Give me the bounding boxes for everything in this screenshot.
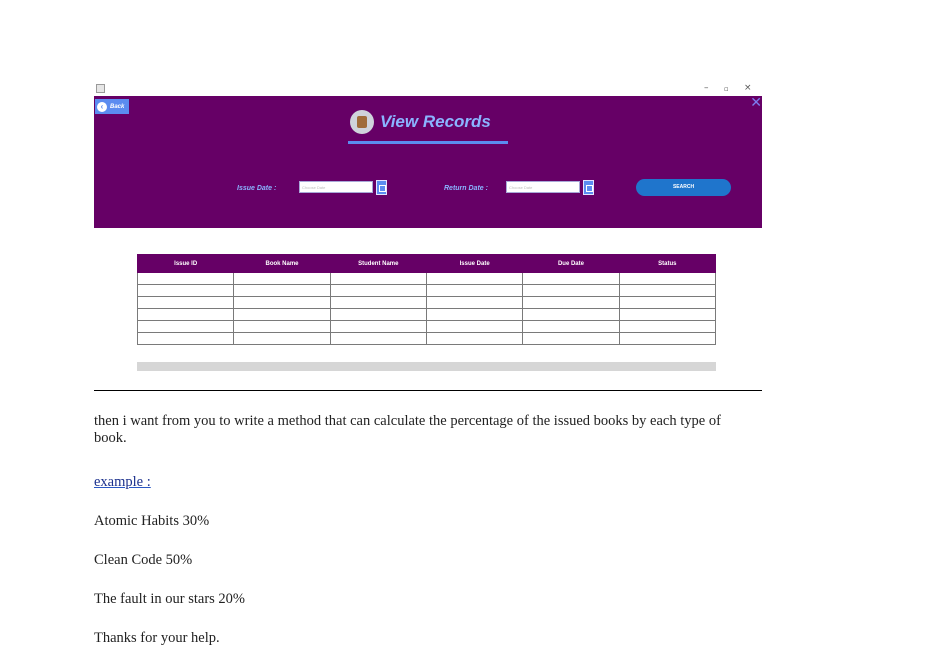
table-cell[interactable] bbox=[619, 297, 715, 309]
table-cell[interactable] bbox=[138, 285, 234, 297]
table-cell[interactable] bbox=[330, 309, 426, 321]
table-cell[interactable] bbox=[234, 309, 330, 321]
table-cell[interactable] bbox=[619, 285, 715, 297]
table-cell[interactable] bbox=[426, 297, 522, 309]
chevron-left-icon: ‹ bbox=[97, 102, 107, 112]
table-cell[interactable] bbox=[138, 333, 234, 345]
table-cell[interactable] bbox=[234, 273, 330, 285]
books-icon bbox=[350, 110, 374, 134]
table-cell[interactable] bbox=[138, 297, 234, 309]
table-cell[interactable] bbox=[523, 309, 619, 321]
search-button[interactable]: SEARCH bbox=[636, 179, 731, 196]
table-cell[interactable] bbox=[426, 321, 522, 333]
java-app-icon bbox=[96, 84, 105, 93]
table-cell[interactable] bbox=[619, 321, 715, 333]
divider bbox=[94, 390, 762, 391]
table-row[interactable] bbox=[138, 309, 716, 321]
table-cell[interactable] bbox=[330, 321, 426, 333]
table-cell[interactable] bbox=[523, 321, 619, 333]
table-cell[interactable] bbox=[619, 273, 715, 285]
records-table bbox=[137, 254, 716, 345]
column-header[interactable]: Issue Date bbox=[426, 255, 522, 273]
maximize-button[interactable]: ▫ bbox=[724, 85, 729, 93]
back-label: Back bbox=[110, 103, 125, 110]
question-text: then i want from you to write a method that can calculate the percentage of the issued books by each type of book. bbox=[94, 413, 721, 446]
table-cell[interactable] bbox=[234, 321, 330, 333]
table-cell[interactable] bbox=[426, 309, 522, 321]
issue-date-calendar-icon[interactable] bbox=[376, 180, 387, 195]
table-cell[interactable] bbox=[234, 297, 330, 309]
table-row[interactable] bbox=[138, 297, 716, 309]
table-cell[interactable] bbox=[234, 285, 330, 297]
table-cell[interactable] bbox=[426, 285, 522, 297]
column-header[interactable]: Book Name bbox=[234, 255, 330, 273]
column-header[interactable]: Issue ID bbox=[138, 255, 234, 273]
example-item: The fault in our stars 20% bbox=[94, 591, 246, 607]
window-titlebar bbox=[94, 80, 762, 96]
table-body bbox=[138, 273, 716, 345]
table-cell[interactable] bbox=[523, 333, 619, 345]
table-row[interactable] bbox=[138, 333, 716, 345]
table-cell[interactable] bbox=[619, 333, 715, 345]
table-cell[interactable] bbox=[523, 297, 619, 309]
header-panel bbox=[94, 96, 762, 228]
table-cell[interactable] bbox=[330, 285, 426, 297]
close-icon[interactable]: ✕ bbox=[750, 95, 762, 111]
issue-date-input[interactable]: Choose Date bbox=[299, 181, 373, 193]
return-date-label: Return Date : bbox=[444, 185, 488, 192]
thanks-text: Thanks for your help. bbox=[94, 630, 220, 646]
table-row[interactable] bbox=[138, 273, 716, 285]
return-date-calendar-icon[interactable] bbox=[583, 180, 594, 195]
example-item: Clean Code 50% bbox=[94, 552, 193, 568]
return-date-input[interactable]: Choose Date bbox=[506, 181, 580, 193]
table-cell[interactable] bbox=[426, 273, 522, 285]
example-item: Atomic Habits 30% bbox=[94, 513, 210, 529]
table-cell[interactable] bbox=[234, 333, 330, 345]
table-cell[interactable] bbox=[330, 333, 426, 345]
table-row[interactable] bbox=[138, 321, 716, 333]
table-row[interactable] bbox=[138, 285, 716, 297]
column-header[interactable]: Due Date bbox=[523, 255, 619, 273]
issue-date-label: Issue Date : bbox=[237, 185, 277, 192]
window-close-button[interactable]: × bbox=[744, 83, 752, 93]
table-cell[interactable] bbox=[330, 273, 426, 285]
table-cell[interactable] bbox=[138, 321, 234, 333]
table-cell[interactable] bbox=[138, 309, 234, 321]
example-label: example : bbox=[94, 474, 151, 490]
table-cell[interactable] bbox=[619, 309, 715, 321]
app-window bbox=[94, 80, 762, 372]
table-cell[interactable] bbox=[426, 333, 522, 345]
minimize-button[interactable]: – bbox=[704, 83, 709, 93]
table-cell[interactable] bbox=[138, 273, 234, 285]
table-scroll-area bbox=[137, 362, 716, 371]
column-header[interactable]: Status bbox=[619, 255, 715, 273]
column-header[interactable]: Student Name bbox=[330, 255, 426, 273]
table-cell[interactable] bbox=[523, 285, 619, 297]
page-title: View Records bbox=[380, 112, 491, 131]
back-button[interactable] bbox=[95, 99, 129, 114]
title-underline bbox=[348, 141, 508, 144]
table-header-row bbox=[138, 255, 716, 273]
title-group bbox=[350, 108, 510, 136]
table-cell[interactable] bbox=[523, 273, 619, 285]
table-cell[interactable] bbox=[330, 297, 426, 309]
